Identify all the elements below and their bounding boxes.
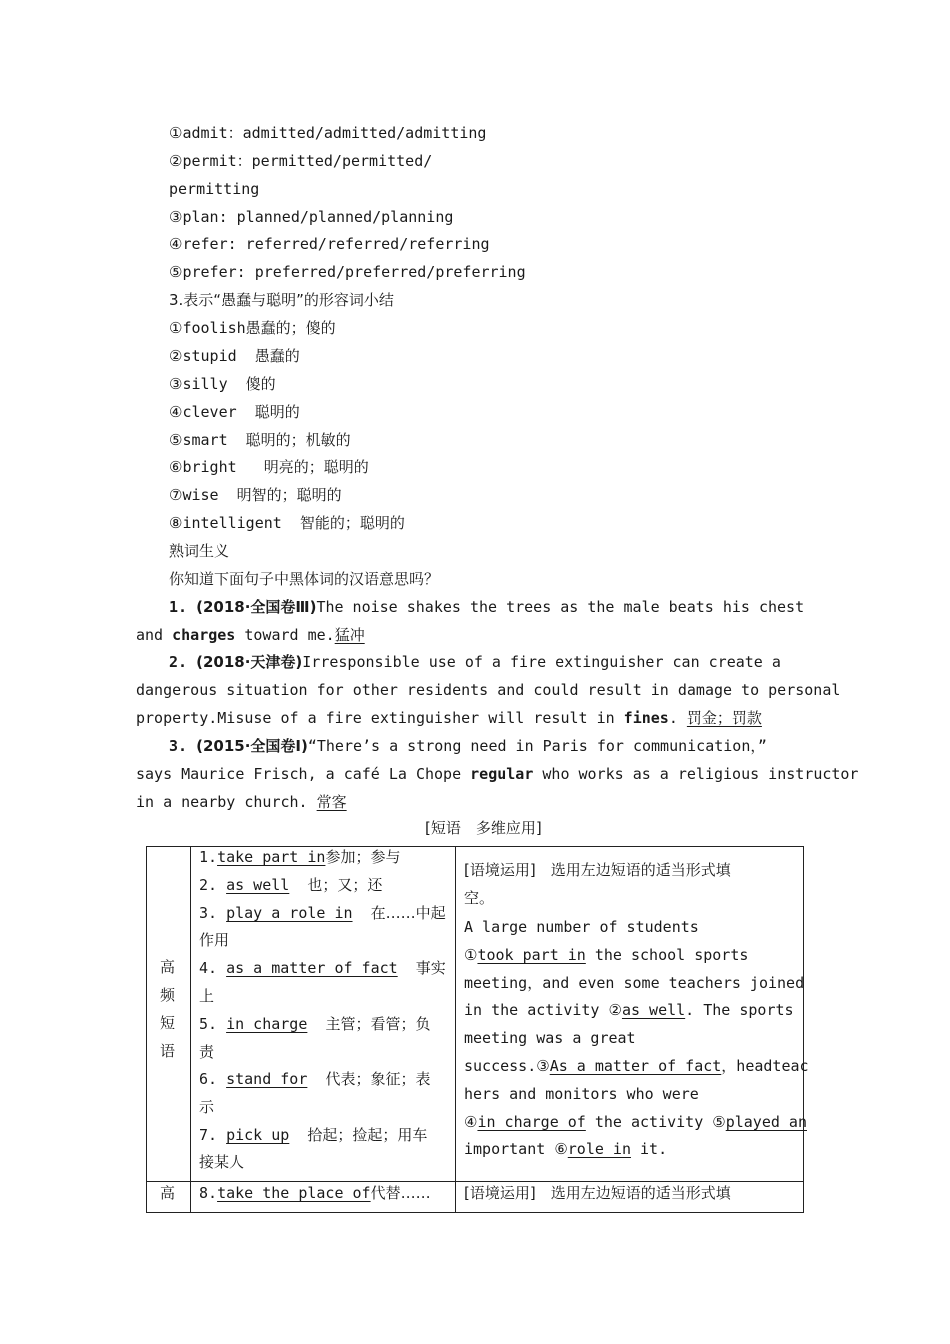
practice-label-cont: 空。 [464, 889, 495, 907]
example-answer: 罚金；罚款 [686, 709, 762, 727]
example-line: property.Misuse of a fire extinguisher will result in fines. 罚金；罚款 [136, 709, 762, 727]
adjective-item: ⑤smart 聪明的；机敏的 [169, 431, 351, 449]
adjective-item: ④clever 聪明的 [169, 403, 300, 421]
passage-line: ④in charge of the activity ⑤played an [464, 1113, 807, 1131]
example-answer: 常客 [316, 793, 347, 811]
familiar-heading: 熟词生义 [169, 542, 230, 560]
adjective-item: ⑧intelligent 智能的；聪明的 [169, 514, 405, 532]
example-line: 1. (2018·全国卷Ⅲ)The noise shakes the trees as the male beats his chest [169, 598, 805, 616]
phrase-meaning-cont: 作用 [199, 931, 230, 949]
verb-form-item: permitting [169, 180, 260, 198]
passage-line: in the activity ②as well. The sports [464, 1001, 794, 1019]
phrase-meaning-cont: 示 [199, 1098, 215, 1116]
example-line: and charges toward me.猛冲 [136, 626, 365, 644]
adjective-item: ③silly 傻的 [169, 375, 276, 393]
practice-label: [语境运用] 选用左边短语的适当形式填 [464, 1184, 731, 1202]
adjective-item: ⑦wise 明智的；聪明的 [169, 486, 342, 504]
phrase-meaning-cont: 责 [199, 1043, 215, 1061]
category-char: 短 [160, 1014, 176, 1032]
phrase-item: 1.take part in参加；参与 [199, 848, 401, 866]
passage-line: A large number of students [464, 918, 699, 936]
phrase-item: 5. in charge 主管；看管；负 [199, 1015, 431, 1033]
passage-line: important ⑥role in it. [464, 1140, 668, 1158]
phrase-item: 7. pick up 拾起；捡起；用车 [199, 1126, 428, 1144]
example-line: in a nearby church. 常客 [136, 793, 347, 811]
verb-form-item: ③plan: planned/planned/planning [169, 208, 454, 226]
practice-label: [语境运用] 选用左边短语的适当形式填 [464, 861, 731, 879]
adjective-item: ②stupid 愚蠢的 [169, 347, 300, 365]
passage-line: ①took part in the school sports [464, 946, 749, 964]
category-char: 高 [160, 1184, 176, 1202]
phrase-item: 3. play a role in 在……中起 [199, 904, 446, 922]
verb-form-item: ②permit：permitted/permitted/ [169, 152, 433, 170]
section-title: 3.表示“愚蠢与聪明”的形容词小结 [169, 291, 394, 309]
category-char: 高 [160, 958, 176, 976]
example-line: says Maurice Frisch, a café La Chope regular who works as a religious instructor [136, 765, 859, 783]
passage-line: hers and monitors who were [464, 1085, 699, 1103]
phrase-item: 6. stand for 代表；象征；表 [199, 1070, 431, 1088]
verb-form-item: ⑤prefer: preferred/preferred/preferring [169, 263, 526, 281]
passage-line: meeting，and even some teachers joined [464, 974, 805, 992]
example-line: 3. (2015·全国卷Ⅰ)“There’s a strong need in Paris for communication，” [169, 737, 767, 755]
adjective-item: ①foolish愚蠢的；傻的 [169, 319, 336, 337]
category-char: 频 [160, 986, 176, 1004]
adjective-item: ⑥bright 明亮的；聪明的 [169, 458, 369, 476]
phrase-item: 8.take the place of代替…… [199, 1184, 431, 1202]
verb-form-item: ①admit：admitted/admitted/admitting [169, 124, 487, 142]
phrase-item: 2. as well 也；又；还 [199, 876, 383, 894]
phrase-meaning-cont: 接某人 [199, 1153, 245, 1171]
example-line: 2. (2018·天津卷)Irresponsible use of a fire extinguisher can create a [169, 653, 781, 671]
phrase-item: 4. as a matter of fact 事实 [199, 959, 446, 977]
example-answer: 猛冲 [334, 626, 365, 644]
passage-line: meeting was a great [464, 1029, 636, 1047]
phrase-heading: [短语 多维应用] [425, 819, 542, 837]
category-char: 语 [160, 1042, 176, 1060]
verb-form-item: ④refer: referred/referred/referring [169, 235, 490, 253]
phrase-meaning-cont: 上 [199, 987, 215, 1005]
passage-line: success.③As a matter of fact，headteac [464, 1057, 809, 1075]
example-line: dangerous situation for other residents and could result in damage to personal [136, 681, 841, 699]
familiar-prompt: 你知道下面句子中黑体词的汉语意思吗？ [169, 570, 440, 588]
